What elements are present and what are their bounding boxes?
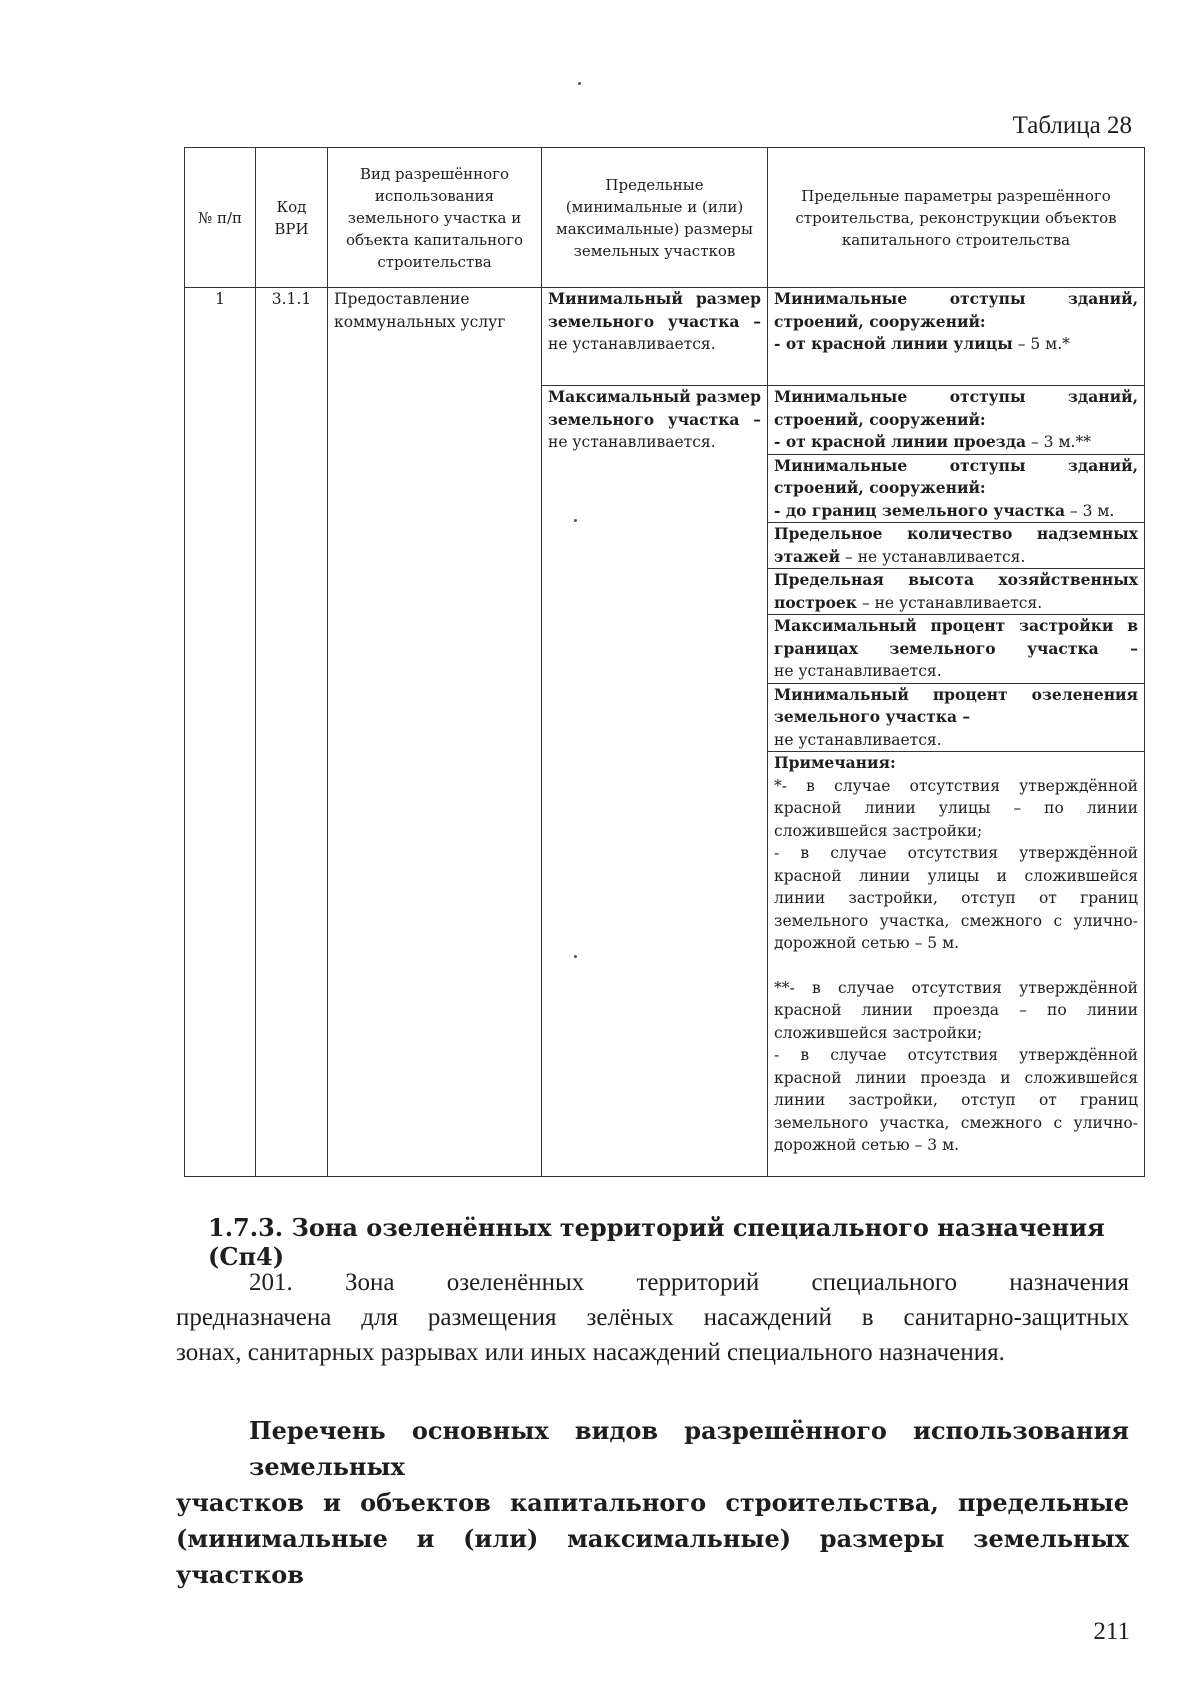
cell-min-size [542, 288, 768, 386]
param-7-title: Минимальный процент озеленения земельного участка – [774, 684, 1138, 726]
min-size-value: не устанавливается. [548, 335, 716, 353]
note-2a: **- в случае отсутствия утверждённой красной линии проезда – по линии сложившейся застройки; [774, 978, 1138, 1042]
param-2-value: – 3 м.** [1026, 433, 1091, 451]
list-heading-line: Перечень основных видов разрешённого использования земельных [249, 1416, 1129, 1481]
param-2-title: Минимальные отступы зданий, строений, сооружений: [774, 387, 1138, 429]
param-3-detail: - до границ земельного участка [774, 500, 1065, 520]
notes-title: Примечания: [774, 753, 896, 772]
cell-param-4 [768, 523, 1145, 569]
table-row [185, 288, 1145, 386]
header-num: № п/п [185, 148, 256, 288]
cell-num: 1 [185, 288, 256, 1177]
table-header-row [185, 148, 1145, 288]
param-1-title: Минимальные отступы зданий, строений, сооружений: [774, 289, 1138, 331]
header-params: Предельные параметры разрешённого строительства, реконструкции объектов капитального строительства [768, 148, 1145, 288]
cell-param-6 [768, 615, 1145, 684]
paragraph-201 [176, 1265, 1129, 1370]
section-heading: 1.7.3. Зона озеленённых территорий специального назначения (Сп4) [208, 1213, 1105, 1271]
param-5-title: Предельная высота хозяйственных построек [774, 570, 1138, 612]
note-1a: *- в случае отсутствия утверждённой красной линии улицы – по линии сложившейся застройки; [774, 776, 1138, 840]
cell-param-2 [768, 386, 1145, 455]
param-7-value: не устанавливается. [774, 730, 942, 749]
scan-speck [578, 82, 581, 85]
header-code: Код ВРИ [256, 148, 328, 288]
param-6-value: не устанавливается. [774, 662, 942, 680]
paragraph-line: 201. Зона озеленённых территорий специального назначения [249, 1269, 1129, 1296]
header-vri: Вид разрешённого использования земельного участка и объекта капитального строительства [328, 148, 542, 288]
param-1-value: – 5 м.* [1012, 335, 1070, 353]
param-2-detail: - от красной линии проезда [774, 432, 1027, 451]
param-5-value: – не устанавливается. [856, 593, 1043, 612]
max-size-title: Максимальный размер земельного участка – [548, 387, 761, 429]
param-1-detail: - от красной линии улицы [774, 334, 1013, 353]
param-3-title: Минимальные отступы зданий, строений, сооружений: [774, 455, 1138, 497]
list-heading [176, 1413, 1129, 1593]
page-number: 211 [1093, 1618, 1130, 1645]
param-4-title: Предельное количество надземных этажей [774, 524, 1138, 566]
note-1b: - в случае отсутствия утверждённой красной линии улицы и сложившейся линии застройки, отступ от границ земельного участка, смежного с улично-дорожной сетью – 5 м. [774, 844, 1138, 952]
header-sizes: Предельные (минимальные и (или) максимальные) размеры земельных участков [542, 148, 768, 288]
cell-param-5 [768, 569, 1145, 615]
cell-notes [768, 752, 1145, 1177]
list-heading-line: участков и объектов капитального строительства, предельные [176, 1488, 1129, 1517]
cell-vri: Предоставление коммунальных услуг [328, 288, 542, 1177]
param-3-value: – 3 м. [1065, 501, 1115, 520]
cell-param-3 [768, 454, 1145, 523]
min-size-title: Минимальный размер земельного участка – [548, 289, 761, 331]
cell-max-size [542, 386, 768, 1177]
parameters-table [184, 147, 1145, 1177]
cell-param-7 [768, 683, 1145, 752]
param-6-title: Максимальный процент застройки в границах земельного участка – [774, 616, 1138, 658]
table-caption: Таблица 28 [1012, 112, 1132, 139]
note-2b: - в случае отсутствия утверждённой красной линии проезда и сложившейся линии застройки, отступ от границ земельного участка, смежного с улично-дорожной сетью – 3 м. [774, 1046, 1138, 1154]
paragraph-line: предназначена для размещения зелёных насаждений в санитарно-защитных [176, 1304, 1129, 1331]
cell-param-1 [768, 288, 1145, 386]
cell-code: 3.1.1 [256, 288, 328, 1177]
max-size-value: не устанавливается. [548, 433, 716, 451]
param-4-value: – не устанавливается. [840, 547, 1026, 566]
list-heading-line: (минимальные и (или) максимальные) размеры земельных участков [176, 1524, 1129, 1589]
paragraph-line: зонах, санитарных разрывах или иных насаждений специального назначения. [176, 1339, 1005, 1366]
